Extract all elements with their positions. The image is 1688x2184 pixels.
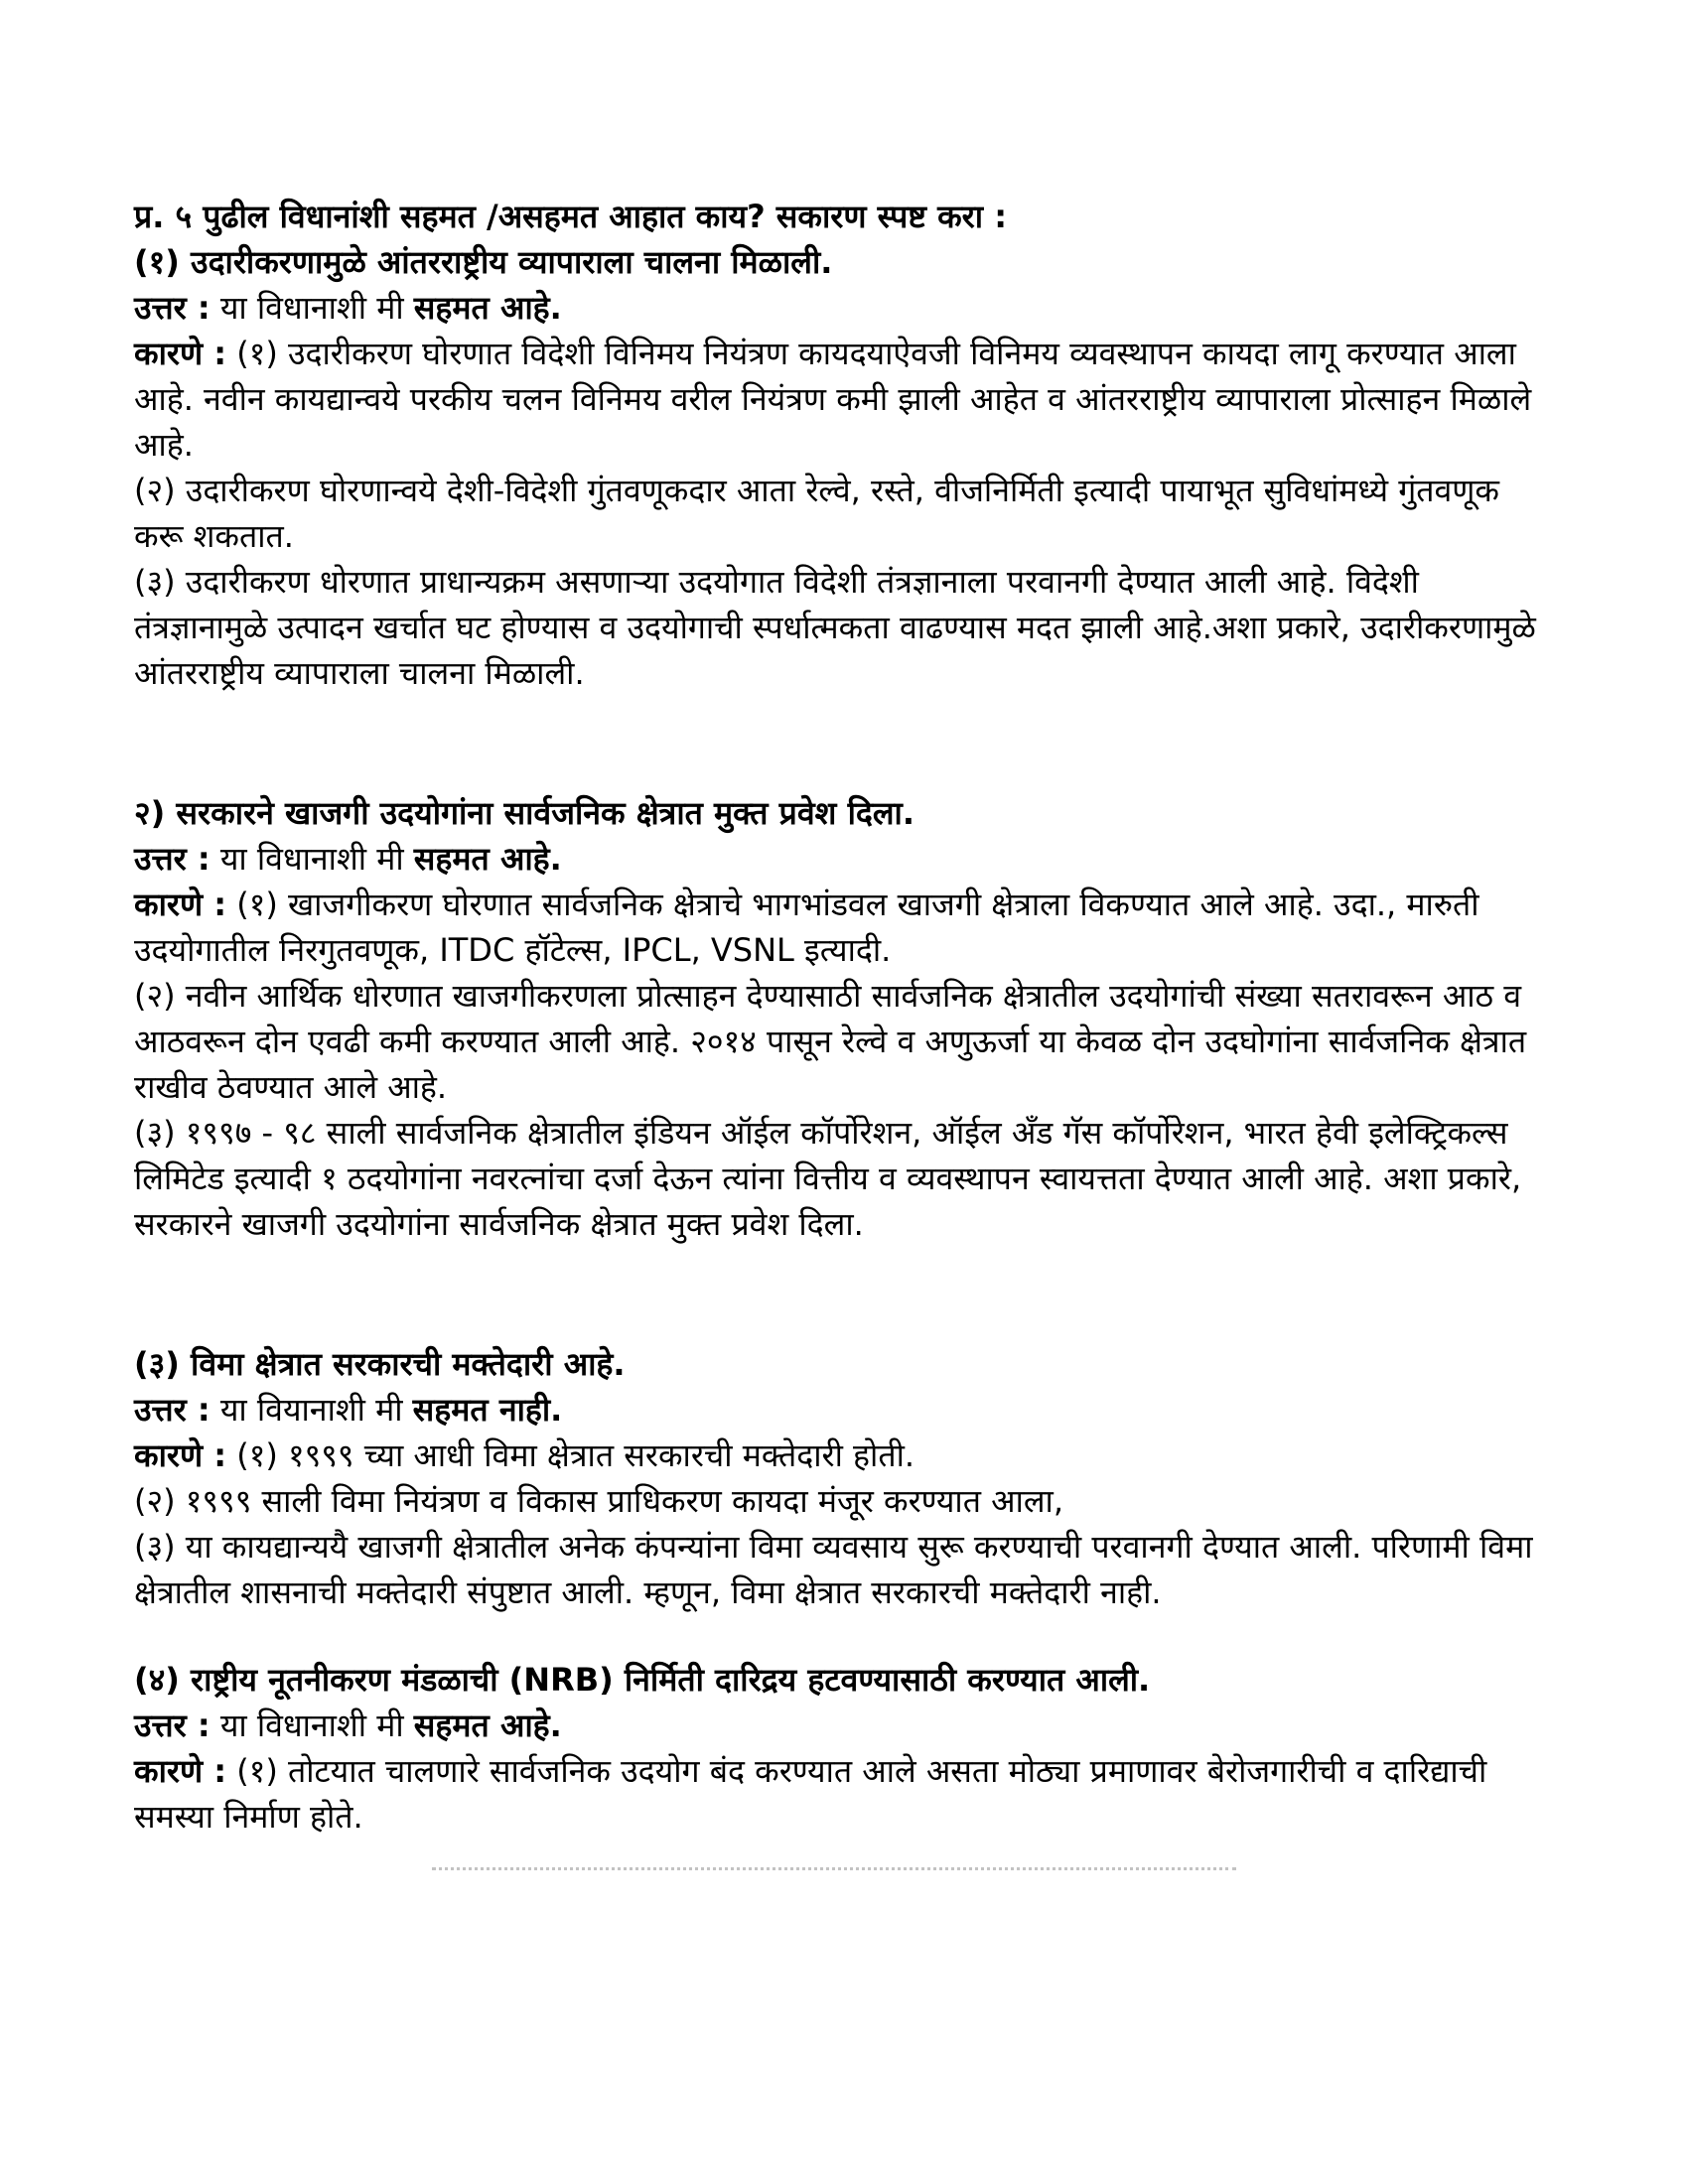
document-page bbox=[134, 194, 1544, 1890]
question-heading: प्र. ५ पुढील विधानांशी सहमत /असहमत आहात काय? सकारण स्पष्ट करा : bbox=[134, 198, 1007, 235]
answer-1 bbox=[134, 285, 1544, 331]
reason-2-3: (३) १९९७ - ९८ साली सार्वजनिक क्षेत्रातील इंडियन ऑईल कॉर्पोरेशन, ऑईल अँड गॅस कॉर्पोरेशन, भारत हेवी इलेक्ट्रिकल्स लिमिटेड इत्यादी १ ठदयोगांना नवरत्नांचा दर्जा देऊन त्यांना वित्तीय व व्यवस्थापन स्वायत्तता देण्यात आली आहे. अशा प्रकारे, सरकारने खाजगी उदयोगांना सार्वजनिक क्षेत्रात मुक्त प्रवेश दिला. bbox=[134, 1114, 1522, 1243]
reason-text: (१) खाजगीकरण घोरणात सार्वजनिक क्षेत्राचे भागभांडवल खाजगी क्षेत्राला विकण्यात आले आहे. उदा., मारुती उदयोगातील निरगुतवणूक, ITDC हॉटेल्स, IPCL, VSNL इत्यादी. bbox=[134, 886, 1479, 969]
reason-1-2: (२) उदारीकरण घोरणान्वये देशी-विदेशी गुंतवणूकदार आता रेल्वे, रस्ते, वीजनिर्मिती इत्यादी पायाभूत सुविधांमध्ये गुंतवणूक करू शकतात. bbox=[134, 472, 1499, 555]
answer-verdict: सहमत नाही. bbox=[412, 1391, 563, 1429]
reason-2-1 bbox=[134, 882, 1544, 973]
cut-off-text-line bbox=[432, 1867, 1236, 1890]
section-3 bbox=[134, 1341, 1544, 1615]
answer-verdict: सहमत आहे. bbox=[413, 289, 562, 327]
answer-2 bbox=[134, 836, 1544, 882]
reason-3-1 bbox=[134, 1433, 1544, 1478]
answer-label: उत्तर : bbox=[134, 840, 211, 878]
reasons-label: कारणे : bbox=[134, 1436, 227, 1474]
reasons-label: कारणे : bbox=[134, 1752, 227, 1790]
section-1 bbox=[134, 239, 1544, 696]
section-4 bbox=[134, 1657, 1544, 1840]
spacer bbox=[134, 696, 1544, 790]
reason-text: (१) १९९९ च्या आधी विमा क्षेत्रात सरकारची मक्तेदारी होती. bbox=[226, 1436, 915, 1474]
answer-text: या वियानाशी मी bbox=[210, 1391, 413, 1429]
reason-text: (१) तोटयात चालणारे सार्वजनिक उदयोग बंद करण्यात आले असता मोठ्या प्रमाणावर बेरोजगारीची व दारिद्याची समस्या निर्माण होते. bbox=[134, 1752, 1487, 1836]
reason-1-3: (३) उदारीकरण धोरणात प्राधान्यक्रम असणाऱ्या उदयोगात विदेशी तंत्रज्ञानाला परवानगी देण्यात आली आहे. विदेशी तंत्रज्ञानामुळे उत्पादन खर्चात घट होण्यास व उदयोगाची स्पर्धात्मकता वाढण्यास मदत झाली आहे.अशा प्रकारे, उदारीकरणामुळे आंतरराष्ट्रीय व्यापाराला चालना मिळाली. bbox=[134, 563, 1536, 692]
answer-text: या विधानाशी मी bbox=[210, 1706, 414, 1744]
statement-1: (१) उदारीकरणामुळे आंतरराष्ट्रीय व्यापाराला चालना मिळाली. bbox=[134, 243, 833, 281]
section-2 bbox=[134, 790, 1544, 1247]
answer-verdict: सहमत आहे. bbox=[413, 840, 562, 878]
answer-label: उत्तर : bbox=[134, 289, 211, 327]
statement-3: (३) विमा क्षेत्रात सरकारची मक्तेदारी आहे. bbox=[134, 1345, 626, 1383]
statement-4: (४) राष्ट्रीय नूतनीकरण मंडळाची (NRB) निर्मिती दारिद्रय हटवण्यासाठी करण्यात आली. bbox=[134, 1661, 1151, 1699]
answer-text: या विधानाशी मी bbox=[210, 840, 414, 878]
reason-3-2: (२) १९९९ साली विमा नियंत्रण व विकास प्राधिकरण कायदा मंजूर करण्यात आला, bbox=[134, 1482, 1063, 1520]
reason-3-3: (३) या कायद्यान्ययै खाजगी क्षेत्रातील अनेक कंपन्यांना विमा व्यवसाय सुरू करण्याची परवानगी देण्यात आली. परिणामी विमा क्षेत्रातील शासनाची मक्तेदारी संपुष्टात आली. म्हणून, विमा क्षेत्रात सरकारची मक्तेदारी नाही. bbox=[134, 1528, 1533, 1611]
answer-4 bbox=[134, 1703, 1544, 1748]
reason-2-2: (२) नवीन आर्थिक धोरणात खाजगीकरणला प्रोत्साहन देण्यासाठी सार्वजनिक क्षेत्रातील उदयोगांची संख्या सतरावरून आठ व आठवरून दोन एवढी कमी करण्यात आली आहे. २०१४ पासून रेल्वे व अणुऊर्जा या केवळ दोन उदघोगांना सार्वजनिक क्षेत्रात राखीव ठेवण्यात आले आहे. bbox=[134, 977, 1527, 1106]
reason-text: (१) उदारीकरण घोरणात विदेशी विनिमय नियंत्रण कायदयाऐवजी विनिमय व्यवस्थापन कायदा लागू करण्यात आला आहे. नवीन कायद्यान्वये परकीय चलन विनिमय वरील नियंत्रण कमी झाली आहेत व आंतरराष्ट्रीय व्यापाराला प्रोत्साहन मिळाले आहे. bbox=[134, 335, 1532, 464]
answer-label: उत्तर : bbox=[134, 1391, 211, 1429]
spacer bbox=[134, 1247, 1544, 1341]
reason-1-1 bbox=[134, 331, 1544, 468]
reasons-label: कारणे : bbox=[134, 335, 227, 372]
statement-2: २) सरकारने खाजगी उदयोगांना सार्वजनिक क्षेत्रात मुक्त प्रवेश दिला. bbox=[134, 794, 914, 832]
answer-text: या विधानाशी मी bbox=[210, 289, 414, 327]
answer-3 bbox=[134, 1387, 1544, 1433]
spacer bbox=[134, 1615, 1544, 1657]
answer-label: उत्तर : bbox=[134, 1706, 211, 1744]
reasons-label: कारणे : bbox=[134, 886, 227, 923]
reason-4-1 bbox=[134, 1748, 1544, 1840]
answer-verdict: सहमत आहे. bbox=[413, 1706, 562, 1744]
